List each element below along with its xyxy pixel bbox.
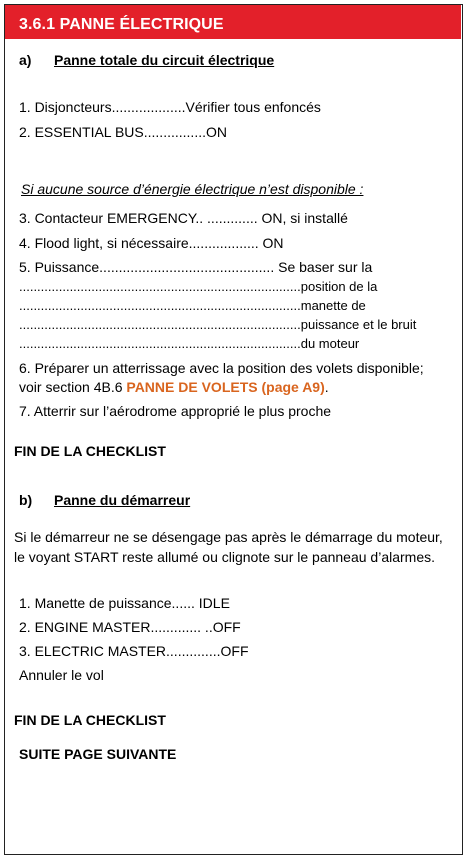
next-page-note: SUITE PAGE SUIVANTE — [19, 746, 177, 762]
section-b-letter: b) — [19, 492, 33, 508]
checklist-item: 3. ELECTRIC MASTER..............OFF — [19, 643, 249, 659]
section-link[interactable]: PANNE DE VOLETS (page A9) — [126, 379, 325, 395]
checklist-item: voir section 4B.6 PANNE DE VOLETS (page A9). — [19, 379, 329, 395]
continuation-line: ..............................................................................manette de — [19, 298, 366, 313]
checklist-item: 2. ENGINE MASTER............. ..OFF — [19, 619, 241, 635]
end-of-checklist: FIN DE LA CHECKLIST — [14, 712, 166, 728]
continuation-line: ..............................................................................position de la — [19, 279, 378, 294]
condition-note: Si aucune source d’énergie électrique n’est disponible : — [21, 181, 364, 197]
paragraph-line: le voyant START reste allumé ou clignote sur le panneau d’alarmes. — [14, 549, 436, 565]
paragraph-line: Si le démarreur ne se désengage pas après le démarrage du moteur, — [14, 529, 443, 545]
checklist-item: 1. Disjoncteurs...................Vérifier tous enfoncés — [19, 99, 321, 115]
checklist-item: Annuler le vol — [19, 667, 104, 683]
checklist-item: 2. ESSENTIAL BUS................ON — [19, 124, 227, 140]
section-a-heading: Panne totale du circuit électrique — [54, 52, 275, 68]
checklist-item: 7. Atterrir sur l’aérodrome approprié le plus proche — [19, 403, 332, 419]
continuation-line: ..............................................................................du moteur — [19, 336, 360, 351]
end-of-checklist: FIN DE LA CHECKLIST — [14, 443, 166, 459]
page-title: 3.6.1 PANNE ÉLECTRIQUE — [19, 16, 224, 33]
section-b-heading: Panne du démarreur — [54, 492, 191, 508]
section-a-letter: a) — [19, 52, 32, 68]
title-bar — [5, 5, 461, 39]
checklist-item: 6. Préparer un atterrissage avec la position des volets disponible; — [19, 360, 424, 376]
checklist-item: 4. Flood light, si nécessaire.................. ON — [19, 235, 284, 251]
checklist-item: 5. Puissance............................................. Se baser sur la — [19, 259, 373, 275]
checklist-item: 3. Contacteur EMERGENCY.. ............. ON, si installé — [19, 210, 348, 226]
checklist-item: 1. Manette de puissance...... IDLE — [19, 595, 230, 611]
continuation-line: ..............................................................................puissance et le bruit — [19, 317, 417, 332]
